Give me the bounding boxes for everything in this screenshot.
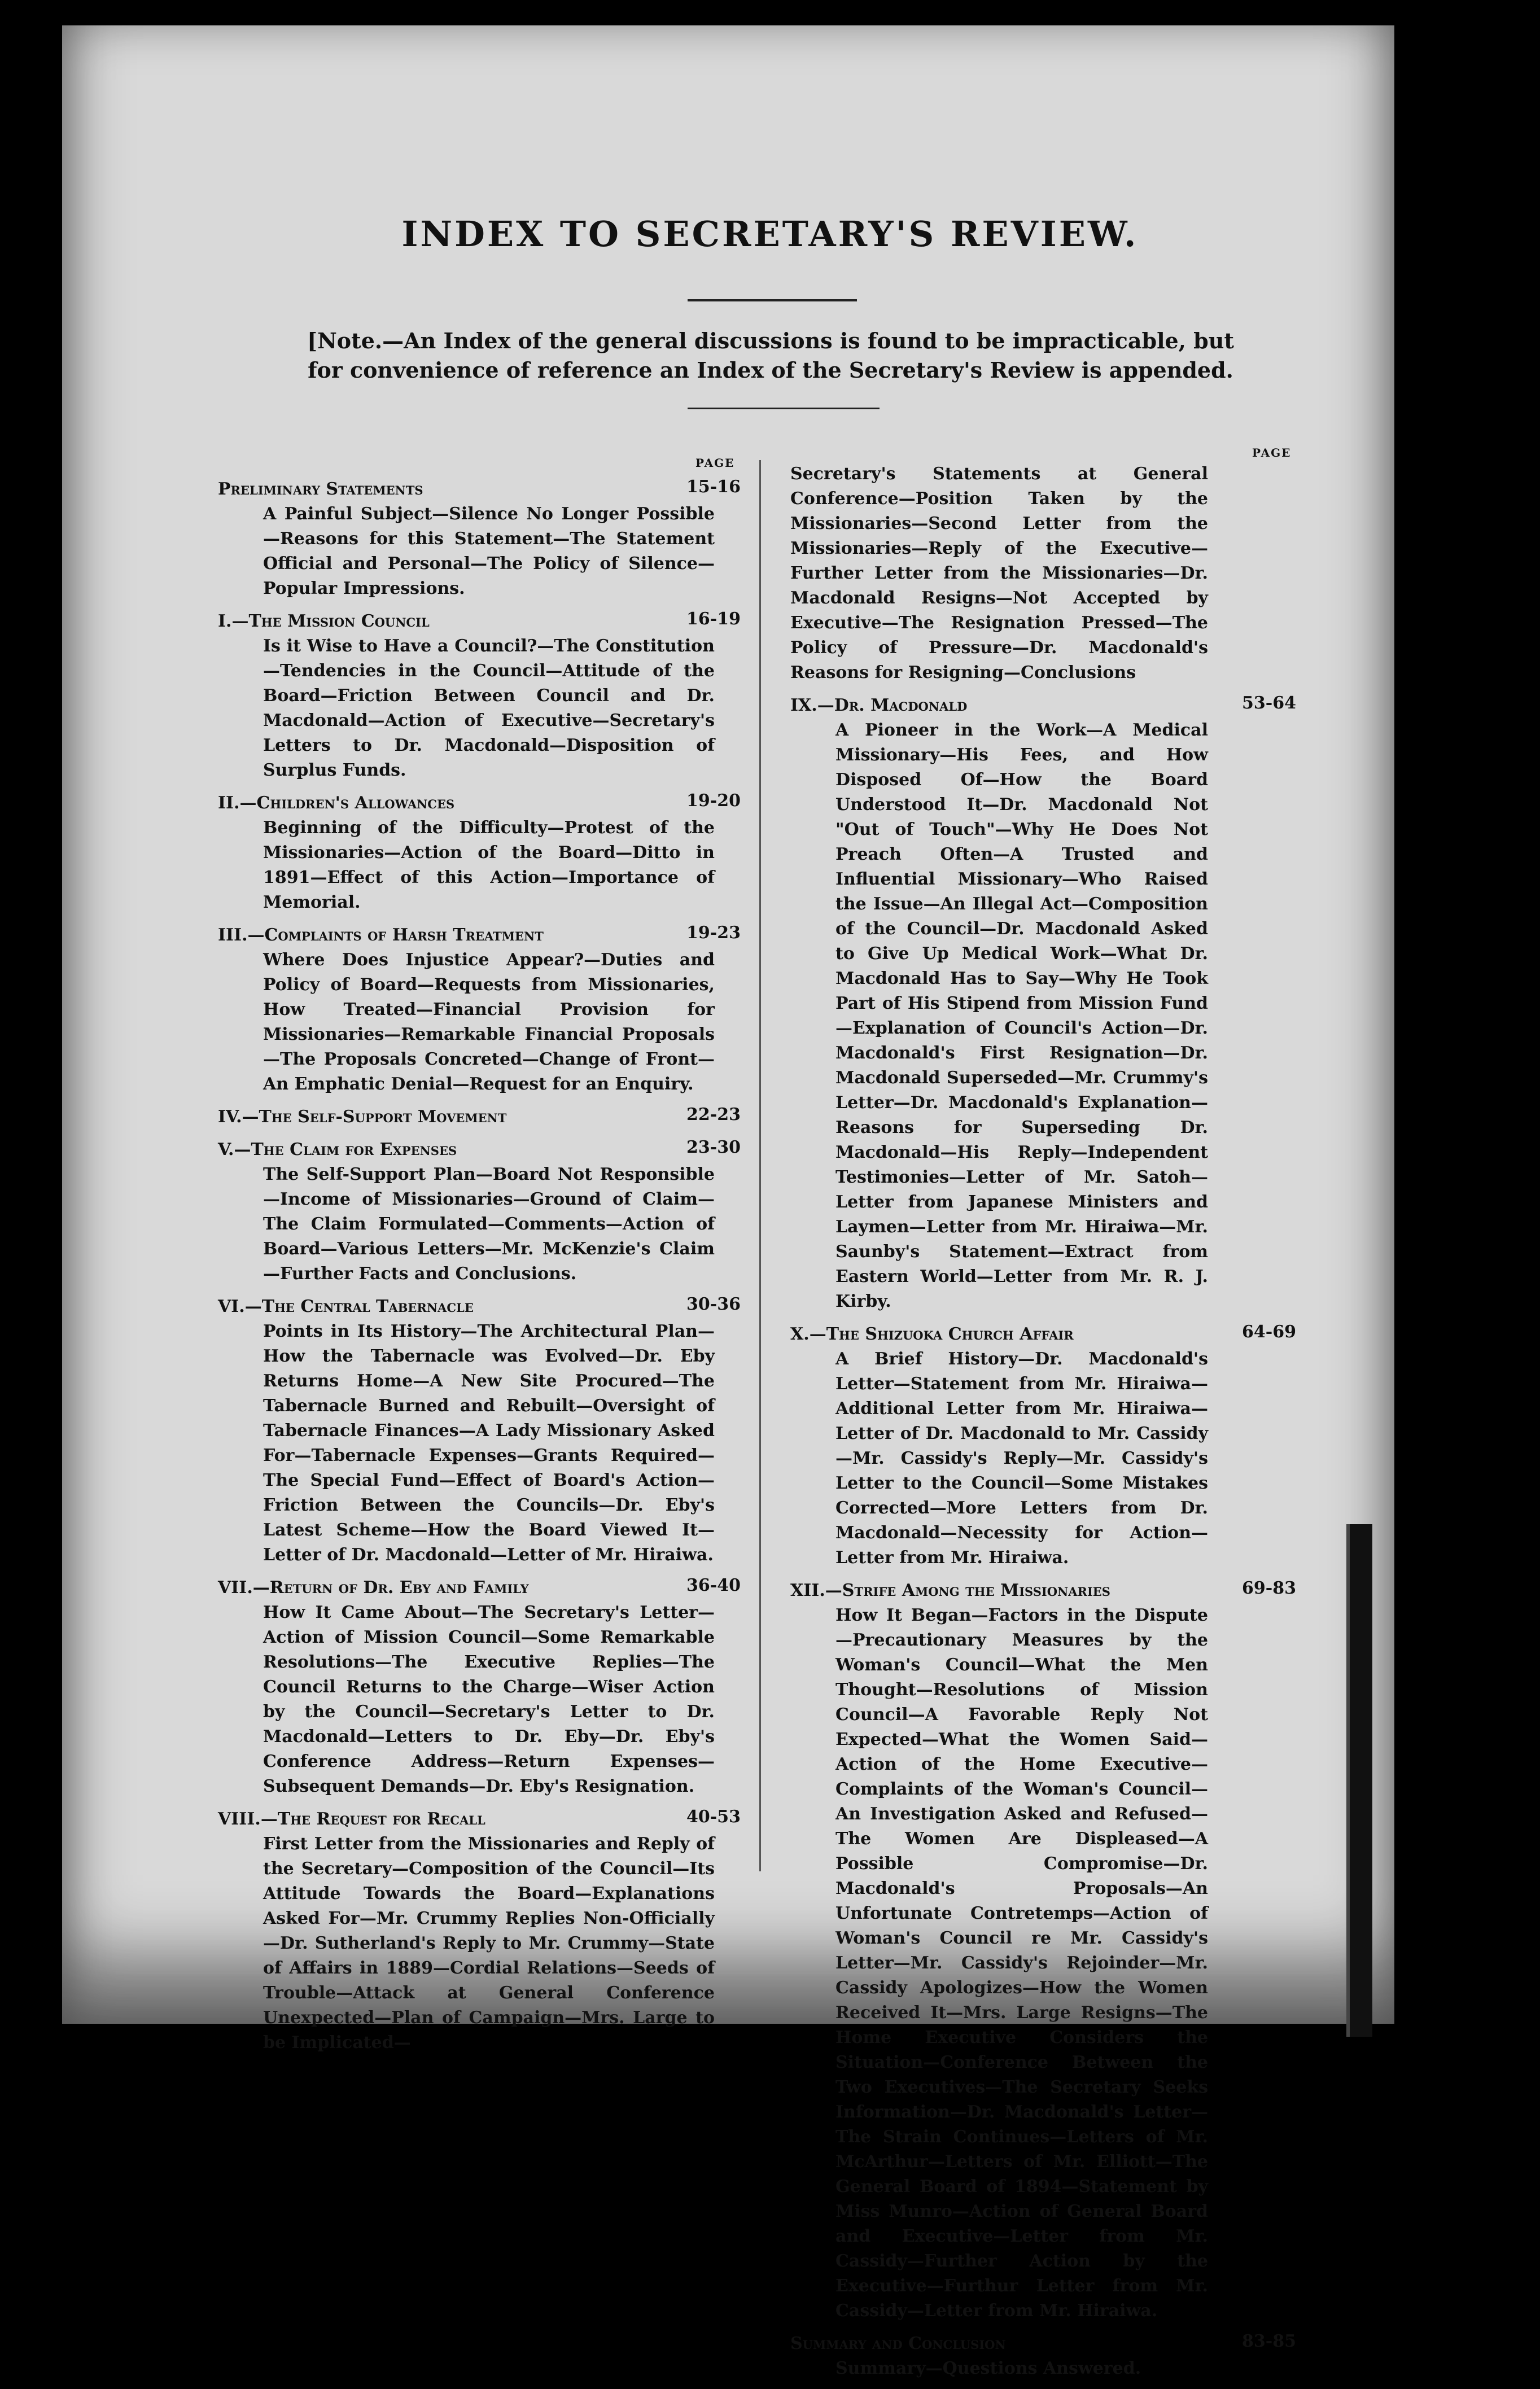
- index-left-column: [218, 477, 741, 2063]
- entry-text: A Brief History—Dr. Macdonald's Letter—Statement from Mr. Hiraiwa—Additional Letter from Mr. Hiraiwa—Letter of Dr. Macdonald to Mr. Cassidy—Mr. Cassidy's Reply—Mr. Cassidy's Letter to the Council—Some Mistakes Corrected—More Letters from Dr. Macdonald—Necessity for Action—Letter from Mr. Hiraiwa.: [835, 1349, 1208, 1568]
- entry-pages: 64-69: [1242, 1322, 1296, 1342]
- note-divider: [688, 408, 880, 409]
- entry-text: First Letter from the Missionaries and Reply of the Secretary—Composition of the Council—Its Attitude Towards the Board—Explanations Asked For—Mr. Crummy Replies Non-Officially—Dr. Sutherland's Reply to Mr. Crummy—State of Affairs in 1889—Cordial Relations—Seeds of Trouble—Attack at General Conference Unexpected—Plan of Campaign—Mrs. Large to be Implicated—: [263, 1834, 715, 2053]
- entry-text: The Self-Support Plan—Board Not Responsible—Income of Missionaries—Ground of Claim—The Claim Formulated—Comments—Action of Board—Various Letters—Mr. McKenzie's Claim—Further Facts and Conclusions.: [263, 1165, 715, 1284]
- entry-pages: 36-40: [686, 1576, 741, 1595]
- index-entry: [218, 1105, 741, 1130]
- page-edge-shadow: [1346, 1524, 1372, 2037]
- index-entry: [790, 693, 1296, 1314]
- index-entry: [218, 1576, 741, 1799]
- column-divider: [759, 460, 761, 1871]
- index-entry: [218, 791, 741, 915]
- index-entry: [790, 1578, 1296, 2324]
- entry-pages: 22-23: [686, 1105, 741, 1125]
- page-column-header-left: PAGE: [695, 456, 735, 470]
- entry-heading: X.—The Shizuoka Church Affair: [790, 1324, 1074, 1344]
- continued-entry-text: Secretary's Statements at General Conference—Position Taken by the Missionaries—Second Letter from the Missionaries—Reply of the Executive—Further Letter from the Missionaries—Dr. Macdonald Resigns—Not Accepted by Executive—The Resignation Pressed—The Policy of Pressure—Dr. Macdonald's Reasons for Resigning—Conclusions: [790, 464, 1208, 682]
- index-entry: [218, 923, 741, 1097]
- entry-pages: 83-85: [1242, 2331, 1296, 2351]
- entry-pages: 30-36: [686, 1294, 741, 1314]
- index-entry: [218, 477, 741, 601]
- page-column-header-right: PAGE: [1252, 446, 1292, 460]
- entry-text: Summary—Questions Answered.: [835, 2359, 1141, 2378]
- entry-text: Beginning of the Difficulty—Protest of the Missionaries—Action of the Board—Ditto in 1891—Effect of this Action—Importance of Memorial.: [263, 818, 715, 912]
- entry-pages: 40-53: [686, 1807, 741, 1827]
- entry-text: How It Began—Factors in the Dispute—Precautionary Measures by the Woman's Council—What the Men Thought—Resolutions of Mission Council—A Favorable Reply Not Expected—What the Women Said—Action of the Home Executive—Complaints of the Woman's Council—An Investigation Asked and Refused—The Women Are Displeased—A Possible Compromise—Dr. Macdonald's Proposals—An Unfortunate Contretemps—Action of Woman's Council re Mr. Cassidy's Letter—Mr. Cassidy's Rejoinder—Mr. Cassidy Apologizes—How the Women Received It—Mrs. Large Resigns—The Home Executive Considers the Situation—Conference Between the Two Executives—The Secretary Seeks Information—Dr. Macdonald's Letter—The Strain Continues—Letters of Mr. McArthur—Letters of Mr. Elliott—The General Board of 1894—Statement by Miss Munro—Action of General Board and Executive—Letter from Mr. Cassidy—Further Action by the Executive—Furthur Letter from Mr. Cassidy—Letter from Mr. Hiraiwa.: [835, 1605, 1208, 2321]
- entry-pages: 69-83: [1242, 1578, 1296, 1598]
- editorial-note: [Note.—An Index of the general discussions is found to be impracticable, but for convenience of reference an Index of the Secretary's Review is appended.: [307, 328, 1234, 383]
- entry-heading: VII.—Return of Dr. Eby and Family: [218, 1578, 529, 1598]
- entry-heading: VIII.—The Request for Recall: [218, 1809, 485, 1829]
- title-divider: [688, 299, 857, 301]
- entry-text: A Pioneer in the Work—A Medical Missionary—His Fees, and How Disposed Of—How the Board Understood It—Dr. Macdonald Not "Out of Touch"—Why He Does Not Preach Often—A Trusted and Influential Missionary—Who Raised the Issue—An Illegal Act—Composition of the Council—Dr. Macdonald Asked to Give Up Medical Work—What Dr. Macdonald Has to Say—Why He Took Part of His Stipend from Mission Fund—Explanation of Council's Action—Dr. Macdonald's First Resignation—Dr. Macdonald Superseded—Mr. Crummy's Letter—Dr. Macdonald's Explanation—Reasons for Superseding Dr. Macdonald—His Reply—Independent Testimonies—Letter of Mr. Satoh—Letter from Japanese Ministers and Laymen—Letter from Mr. Hiraiwa—Mr. Saunby's Statement—Extract from Eastern World—Letter from Mr. R. J. Kirby.: [835, 720, 1208, 1311]
- entry-heading: IX.—Dr. Macdonald: [790, 695, 968, 715]
- index-entry: [218, 1137, 741, 1287]
- entry-text: How It Came About—The Secretary's Letter—Action of Mission Council—Some Remarkable Resolutions—The Executive Replies—The Council Returns to the Charge—Wiser Action by the Council—Secretary's Letter to Dr. Macdonald—Letters to Dr. Eby—Dr. Eby's Conference Address—Return Expenses—Subsequent Demands—Dr. Eby's Resignation.: [263, 1603, 715, 1796]
- entry-heading: III.—Complaints of Harsh Treatment: [218, 925, 544, 945]
- entry-pages: 15-16: [686, 477, 741, 497]
- index-right-column: [790, 462, 1296, 2389]
- index-entry: [218, 1294, 741, 1568]
- entry-heading: I.—The Mission Council: [218, 611, 430, 631]
- entry-text: Where Does Injustice Appear?—Duties and Policy of Board—Requests from Missionaries, How Treated—Financial Provision for Missionaries—Remarkable Financial Proposals—The Proposals Concreted—Change of Front—An Emphatic Denial—Request for an Enquiry.: [263, 950, 715, 1094]
- entry-heading: XII.—Strife Among the Missionaries: [790, 1581, 1110, 1600]
- entry-pages: 23-30: [686, 1137, 741, 1157]
- index-entry: [218, 609, 741, 783]
- entry-pages: 19-23: [686, 923, 741, 943]
- entry-pages: 16-19: [686, 609, 741, 629]
- entry-pages: 19-20: [686, 791, 741, 811]
- entry-heading: VI.—The Central Tabernacle: [218, 1297, 474, 1316]
- entry-text: Is it Wise to Have a Council?—The Constitution—Tendencies in the Council—Attitude of the Board—Friction Between Council and Dr. Macdonald—Action of Executive—Secretary's Letters to Dr. Macdonald—Disposition of Surplus Funds.: [263, 636, 715, 780]
- entry-heading: II.—Children's Allowances: [218, 793, 455, 813]
- entry-text: A Painful Subject—Silence No Longer Possible—Reasons for this Statement—The Statement Official and Personal—The Policy of Silence—Popular Impressions.: [263, 504, 715, 598]
- page-title: INDEX TO SECRETARY'S REVIEW.: [401, 213, 1139, 255]
- entry-pages: 53-64: [1242, 693, 1296, 713]
- index-entry: [790, 2331, 1296, 2381]
- entry-heading: Preliminary Statements: [218, 479, 423, 499]
- entry-heading: V.—The Claim for Expenses: [218, 1140, 457, 1160]
- entry-heading: Summary and Conclusion: [790, 2334, 1006, 2353]
- index-entry: [218, 1807, 741, 2055]
- entry-heading: IV.—The Self-Support Movement: [218, 1107, 507, 1127]
- entry-text: Points in Its History—The Architectural Plan—How the Tabernacle was Evolved—Dr. Eby Returns Home—A New Site Procured—The Tabernacle Burned and Rebuilt—Oversight of Tabernacle Finances—A Lady Missionary Asked For—Tabernacle Expenses—Grants Required—The Special Fund—Effect of Board's Action—Friction Between the Councils—Dr. Eby's Latest Scheme—How the Board Viewed It—Letter of Dr. Macdonald—Letter of Mr. Hiraiwa.: [263, 1322, 715, 1565]
- index-entry: [790, 1322, 1296, 1570]
